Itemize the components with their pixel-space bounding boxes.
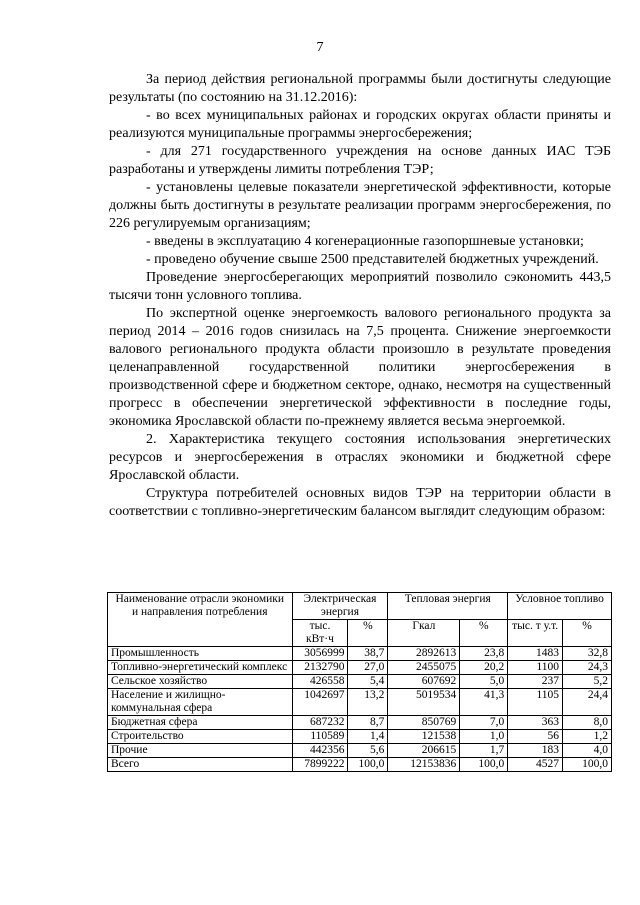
cell-fuel: 1483 xyxy=(508,647,563,661)
cell-fuel: 237 xyxy=(508,675,563,689)
cell-sector: Строительство xyxy=(108,730,293,744)
cell-heat: 5019534 xyxy=(388,689,460,716)
table-row xyxy=(108,716,612,730)
cell-sector: Промышленность xyxy=(108,647,293,661)
cell-electric-pct: 38,7 xyxy=(348,647,388,661)
cell-heat-pct: 20,2 xyxy=(460,661,508,675)
cell-electric-pct: 8,7 xyxy=(348,716,388,730)
cell-electric: 7899222 xyxy=(292,758,348,772)
cell-heat: 2455075 xyxy=(388,661,460,675)
table-row xyxy=(108,689,612,716)
paragraph: - установлены целевые показатели энергетической эффективности, которые должны быть достигнуты в результате реализации программ энергосбережения, по 226 регулируемым организациям; xyxy=(109,180,611,231)
unit-electric: тыс. кВт·ч xyxy=(292,620,348,647)
cell-electric: 442356 xyxy=(292,744,348,758)
cell-electric-pct: 27,0 xyxy=(348,661,388,675)
cell-sector: Бюджетная сфера xyxy=(108,716,293,730)
table-row xyxy=(108,661,612,675)
paragraph: - проведено обучение свыше 2500 представителей бюджетных учреждений. xyxy=(146,252,599,267)
cell-fuel: 4527 xyxy=(508,758,563,772)
cell-fuel-pct: 4,0 xyxy=(563,744,612,758)
cell-sector: Сельское хозяйство xyxy=(108,675,293,689)
cell-sector: Всего xyxy=(108,758,293,772)
table-row-total xyxy=(108,758,612,772)
cell-heat: 121538 xyxy=(388,730,460,744)
cell-electric: 687232 xyxy=(292,716,348,730)
cell-heat: 12153836 xyxy=(388,758,460,772)
cell-fuel: 56 xyxy=(508,730,563,744)
header-electric: Электрическая энергия xyxy=(292,593,388,620)
table-header-row xyxy=(108,593,612,620)
unit-fuel: тыс. т у.т. xyxy=(508,620,563,647)
cell-heat-pct: 5,0 xyxy=(460,675,508,689)
cell-electric: 426558 xyxy=(292,675,348,689)
paragraph: 2. Характеристика текущего состояния использования энергетических ресурсов и энергосбережения в отраслях экономики и бюджетной сфере Ярославской области. xyxy=(109,432,611,483)
cell-fuel: 1105 xyxy=(508,689,563,716)
cell-electric: 110589 xyxy=(292,730,348,744)
paragraph: - для 271 государственного учреждения на основе данных ИАС ТЭБ разработаны и утверждены лимиты потребления ТЭР; xyxy=(109,144,611,177)
cell-electric-pct: 1,4 xyxy=(348,730,388,744)
paragraph: - во всех муниципальных районах и городских округах области приняты и реализуются муниципальные программы энергосбережения; xyxy=(109,108,611,141)
cell-fuel-pct: 8,0 xyxy=(563,716,612,730)
cell-heat-pct: 7,0 xyxy=(460,716,508,730)
cell-fuel-pct: 5,2 xyxy=(563,675,612,689)
paragraph: - введены в эксплуатацию 4 когенерационные газопоршневые установки; xyxy=(146,234,584,249)
paragraph: За период действия региональной программы были достигнуты следующие результаты (по состоянию на 31.12.2016): xyxy=(109,72,611,105)
cell-electric-pct: 100,0 xyxy=(348,758,388,772)
cell-heat: 2892613 xyxy=(388,647,460,661)
paragraph: По экспертной оценке энергоемкость валового регионального продукта за период 2014 – 2016 годов снизилась на 7,5 процента. Снижение энергоемкости валового регионального продукта области произошло в результате проведения целенаправленной государственной политики энергосбережения в производственной сфере и бюджетном секторе, однако, несмотря на существенный прогресс в обеспечении энергетической эффективности в последние годы, экономика Ярославской области по-прежнему является весьма энергоемкой. xyxy=(109,306,611,429)
body-text xyxy=(109,71,611,521)
unit-pct: % xyxy=(460,620,508,647)
cell-electric: 2132790 xyxy=(292,661,348,675)
header-fuel: Условное топливо xyxy=(508,593,612,620)
cell-fuel: 363 xyxy=(508,716,563,730)
cell-heat-pct: 23,8 xyxy=(460,647,508,661)
cell-electric-pct: 5,4 xyxy=(348,675,388,689)
cell-heat-pct: 100,0 xyxy=(460,758,508,772)
paragraph: Структура потребителей основных видов ТЭР на территории области в соответствии с топливно-энергетическим балансом выглядит следующим образом: xyxy=(109,486,611,519)
cell-heat: 850769 xyxy=(388,716,460,730)
cell-sector: Население и жилищно-коммунальная сфера xyxy=(108,689,293,716)
header-sector: Наименование отрасли экономики и направления потребления xyxy=(108,593,293,647)
cell-fuel-pct: 32,8 xyxy=(563,647,612,661)
cell-fuel-pct: 1,2 xyxy=(563,730,612,744)
unit-pct: % xyxy=(348,620,388,647)
cell-heat-pct: 1,7 xyxy=(460,744,508,758)
unit-pct: % xyxy=(563,620,612,647)
cell-heat-pct: 1,0 xyxy=(460,730,508,744)
table-row xyxy=(108,675,612,689)
cell-electric: 1042697 xyxy=(292,689,348,716)
table-row xyxy=(108,647,612,661)
cell-electric: 3056999 xyxy=(292,647,348,661)
cell-fuel-pct: 24,4 xyxy=(563,689,612,716)
cell-electric-pct: 5,6 xyxy=(348,744,388,758)
table-row xyxy=(108,744,612,758)
cell-heat: 206615 xyxy=(388,744,460,758)
unit-heat: Гкал xyxy=(388,620,460,647)
table-row xyxy=(108,730,612,744)
cell-fuel: 1100 xyxy=(508,661,563,675)
cell-fuel: 183 xyxy=(508,744,563,758)
energy-consumption-table xyxy=(107,592,612,772)
cell-fuel-pct: 100,0 xyxy=(563,758,612,772)
cell-sector: Прочие xyxy=(108,744,293,758)
cell-electric-pct: 13,2 xyxy=(348,689,388,716)
cell-heat-pct: 41,3 xyxy=(460,689,508,716)
cell-heat: 607692 xyxy=(388,675,460,689)
page-number: 7 xyxy=(316,40,324,55)
header-heat: Тепловая энергия xyxy=(388,593,508,620)
cell-sector: Топливно-энергетический комплекс xyxy=(108,661,293,675)
paragraph: Проведение энергосберегающих мероприятий позволило сэкономить 443,5 тысячи тонн условного топлива. xyxy=(109,270,611,303)
cell-fuel-pct: 24,3 xyxy=(563,661,612,675)
